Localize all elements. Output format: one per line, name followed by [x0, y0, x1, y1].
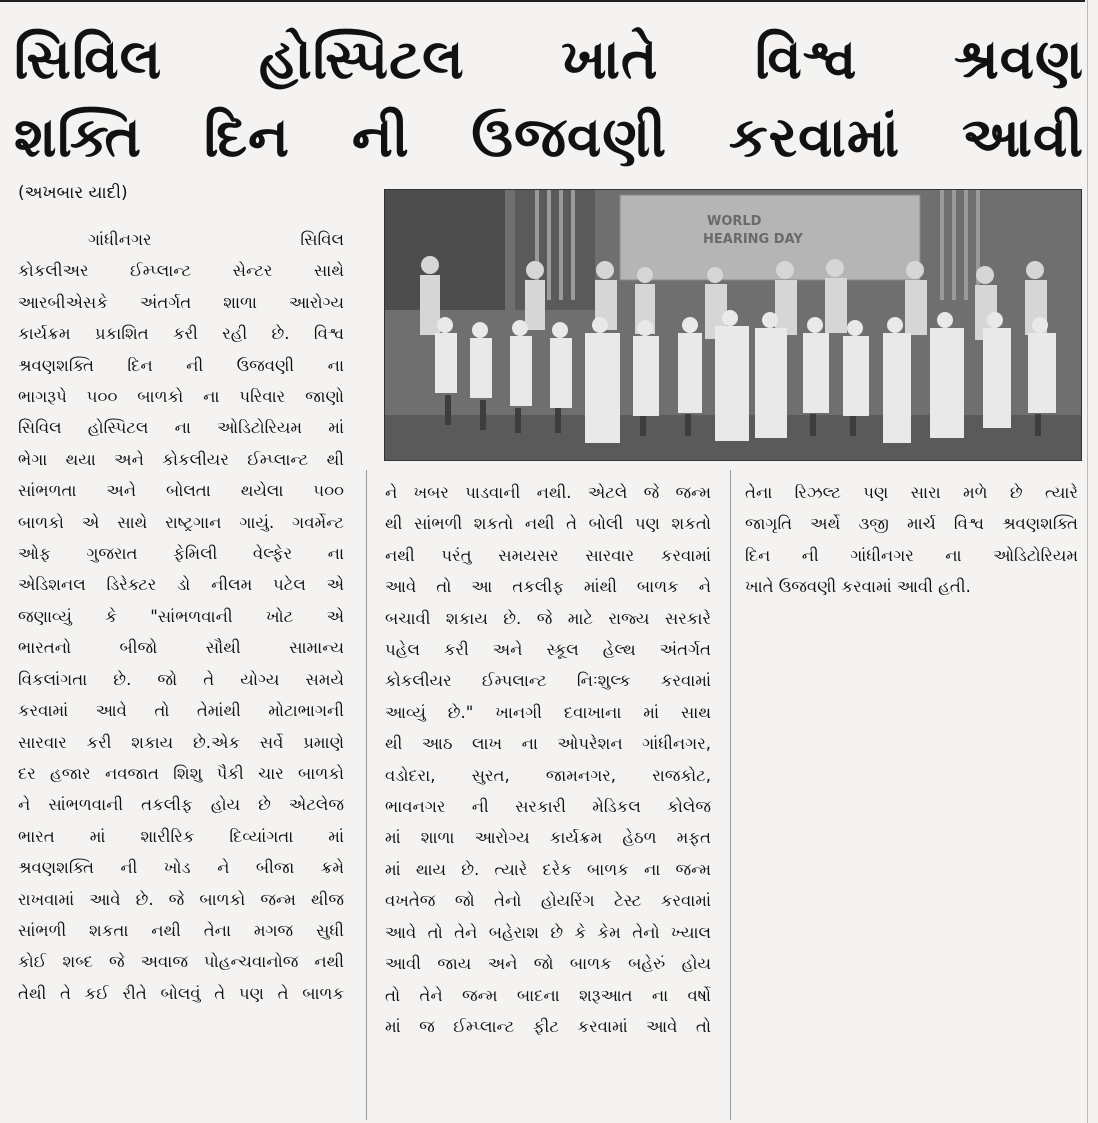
text-line: સિવિલ હોસ્પિટલ ના ઓડિટોરિયમ માં — [18, 418, 344, 438]
banner-text-2: HEARING DAY — [703, 232, 803, 247]
text-line: ભારતનો બીજો સૌથી સામાન્ય — [18, 638, 344, 658]
text-line: આરબીએસકે અંતર્ગત શાળા આરોગ્ય — [18, 292, 344, 312]
text-line: સાંભળતા અને બોલતા થયેલા ૫૦૦ — [18, 481, 344, 501]
text-line: શ્રવણશક્તિ દિન ની ઉજવણી ના — [18, 355, 344, 375]
text-line: ને સાંભળવાની તકલીફ હોય છે એટલેજ — [18, 795, 344, 815]
text-line: આવ્યું છે." ખાનગી દવાખાના માં સાથ — [385, 702, 711, 722]
text-line: કોઈ શબ્દ જે અવાજ પોહન્ચવાનોજ નથી — [18, 952, 344, 972]
text-line: વખતેજ જો તેનો હોયરિંગ ટેસ્ટ કરવામાં — [385, 891, 711, 911]
text-line: બાળકો એ સાથે રાષ્ટ્રગાન ગાયું. ગવર્મેન્ટ — [18, 512, 344, 532]
headline-line-1: સિવિલ હોસ્પિટલ ખાતે વિશ્વ શ્રવણ — [14, 26, 1084, 91]
text-line: ઓફ ગુજરાત ફેમિલી વેલ્ફેર ના — [18, 544, 344, 564]
text-line: ભારત માં શારીરિક દિવ્યાંગતા માં — [18, 826, 344, 846]
text-line: કોકલીયર ઈમ્પલાન્ટ નિઃશુલ્ક કરવામાં — [385, 671, 711, 691]
text-line: પહેલ કરી અને સ્કૂલ હેલ્થ અંતર્ગત — [385, 640, 711, 660]
text-line: ભેગા થયા અને કોકલીયર ઈમ્પ્લાન્ટ થી — [18, 449, 344, 469]
text-line: નથી પરંતુ સમયસર સારવાર કરવામાં — [385, 545, 711, 565]
text-line: સાંભળી શકતા નથી તેના મગજ સુધી — [18, 920, 344, 940]
group-photo-illustration — [385, 190, 1081, 460]
text-line: વડોદરા, સુરત, જામનગર, રાજકોટ, — [385, 765, 711, 785]
text-line: ને ખબર પાડવાની નથી. એટલે જે જન્મ — [385, 483, 711, 502]
event-photo — [384, 189, 1082, 461]
column-divider-1 — [366, 470, 367, 1120]
banner-text-1: WORLD — [707, 214, 762, 229]
text-line: જણાવ્યું કે "સાંભળવાની ખોટ એ — [18, 606, 344, 626]
top-rule — [0, 0, 1085, 2]
text-line: બચાવી શકાય છે. જે માટે રાજ્ય સરકારે — [385, 608, 711, 628]
text-line: ગાંધીનગર સિવિલ — [88, 230, 344, 249]
column-divider-2 — [730, 470, 731, 1120]
text-line: આવી જાય અને જો બાળક બહેરું હોય — [385, 954, 711, 974]
text-line: કાર્યક્રમ પ્રકાશિત કરી રહી છે. વિશ્વ — [18, 324, 344, 344]
text-line: ભાગરૂપે ૫૦૦ બાળકો ના પરિવાર જાણો — [18, 387, 344, 407]
text-line: માં શાળા આરોગ્ય કાર્યક્રમ હેઠળ મફત — [385, 828, 711, 848]
article-column-1 — [18, 224, 344, 1009]
text-line: આવે તો આ તકલીફ માંથી બાળક ને — [385, 577, 711, 597]
text-line: એડિશનલ ડિરેક્ટર ડો નીલમ પટેલ એ — [18, 575, 344, 595]
text-line: કોકલીઅર ઈમ્પ્લાન્ટ સેન્ટર સાથે — [18, 261, 344, 281]
text-line: તો તેને જન્મ બાદના શરૂઆત ના વર્ષો — [385, 985, 711, 1005]
headline — [14, 20, 1084, 176]
text-line: રાખવામાં આવે છે. જે બાળકો જન્મ થીજ — [18, 889, 344, 909]
text-line: સારવાર કરી શકાય છે.એક સર્વે પ્રમાણે — [18, 732, 344, 752]
text-line: તેથી તે કઈ રીતે બોલવું તે પણ તે બાળક — [18, 983, 344, 1003]
text-line: દિન ની ગાંધીનગર ના ઓડિટોરિયમ — [745, 545, 1078, 565]
article-column-3 — [745, 477, 1078, 603]
source-credit: (અખબાર યાદી) — [18, 183, 128, 203]
text-line: થી સાંભળી શકતો નથી તે બોલી પણ શકતો — [385, 514, 711, 534]
text-line: માં થાય છે. ત્યારે દરેક બાળક ના જન્મ — [385, 859, 711, 879]
text-line: વિકલાંગતા છે. જો તે યોગ્ય સમયે — [18, 669, 344, 689]
text-line: ભાવનગર ની સરકારી મેડિકલ કોલેજ — [385, 797, 711, 817]
headline-line-2: શક્તિ દિન ની ઉજવણી કરવામાં આવી — [14, 104, 1084, 169]
text-line: માં જ ઈમ્પ્લાન્ટ ફીટ કરવામાં આવે તો — [385, 1016, 711, 1036]
text-line: તેના રિઝલ્ટ પણ સારા મળે છે ત્યારે — [745, 483, 1078, 502]
right-margin-rule — [1087, 0, 1088, 1123]
text-line: આવે તો તેને બહેરાશ છે કે કેમ તેનો ખ્યાલ — [385, 922, 711, 942]
article-column-2 — [385, 477, 711, 1042]
text-line: જાગૃતિ અર્થે ૩જી માર્ચ વિશ્વ શ્રવણશક્તિ — [745, 514, 1078, 534]
text-line: કરવામાં આવે તો તેમાંથી મોટાભાગની — [18, 701, 344, 721]
text-line: દર હજાર નવજાત શિશુ પૈકી ચાર બાળકો — [18, 763, 344, 783]
text-line: શ્રવણશક્તિ ની ખોડ ને બીજા ક્રમે — [18, 858, 344, 878]
text-line: ખાતે ઉજવણી કરવામાં આવી હતી. — [745, 577, 971, 597]
text-line: થી આઠ લાખ ના ઓપરેશન ગાંધીનગર, — [385, 734, 711, 754]
